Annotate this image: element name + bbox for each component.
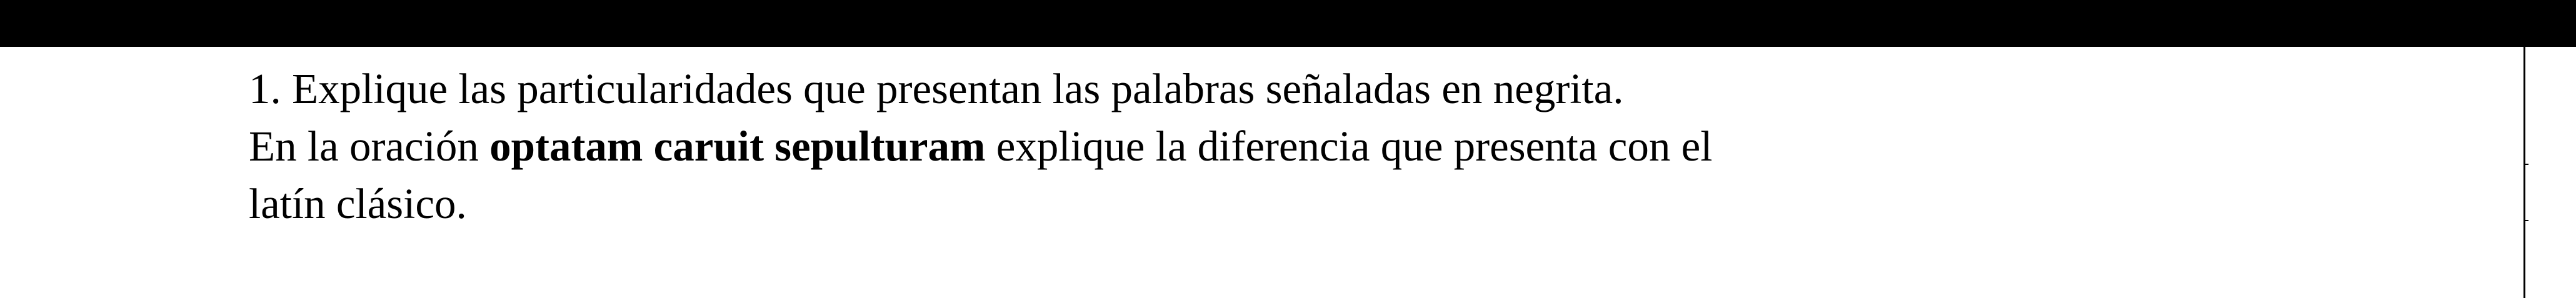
top-black-bar <box>0 0 2576 47</box>
sentence-continuation: latín clásico. <box>249 180 467 227</box>
sentence-line <box>249 117 2437 175</box>
sentence-prefix: En la oración <box>249 122 490 170</box>
bold-phrase: optatam caruit sepulturam <box>489 122 986 170</box>
page-right-border <box>2523 47 2525 298</box>
document-text <box>249 60 2437 232</box>
border-tick <box>2525 220 2528 221</box>
sentence-suffix: explique la diferencia que presenta con el <box>985 122 1713 170</box>
border-tick <box>2525 164 2528 165</box>
question-line: 1. Explique las particularidades que presentan las palabras señaladas en negrita. <box>249 65 1624 112</box>
